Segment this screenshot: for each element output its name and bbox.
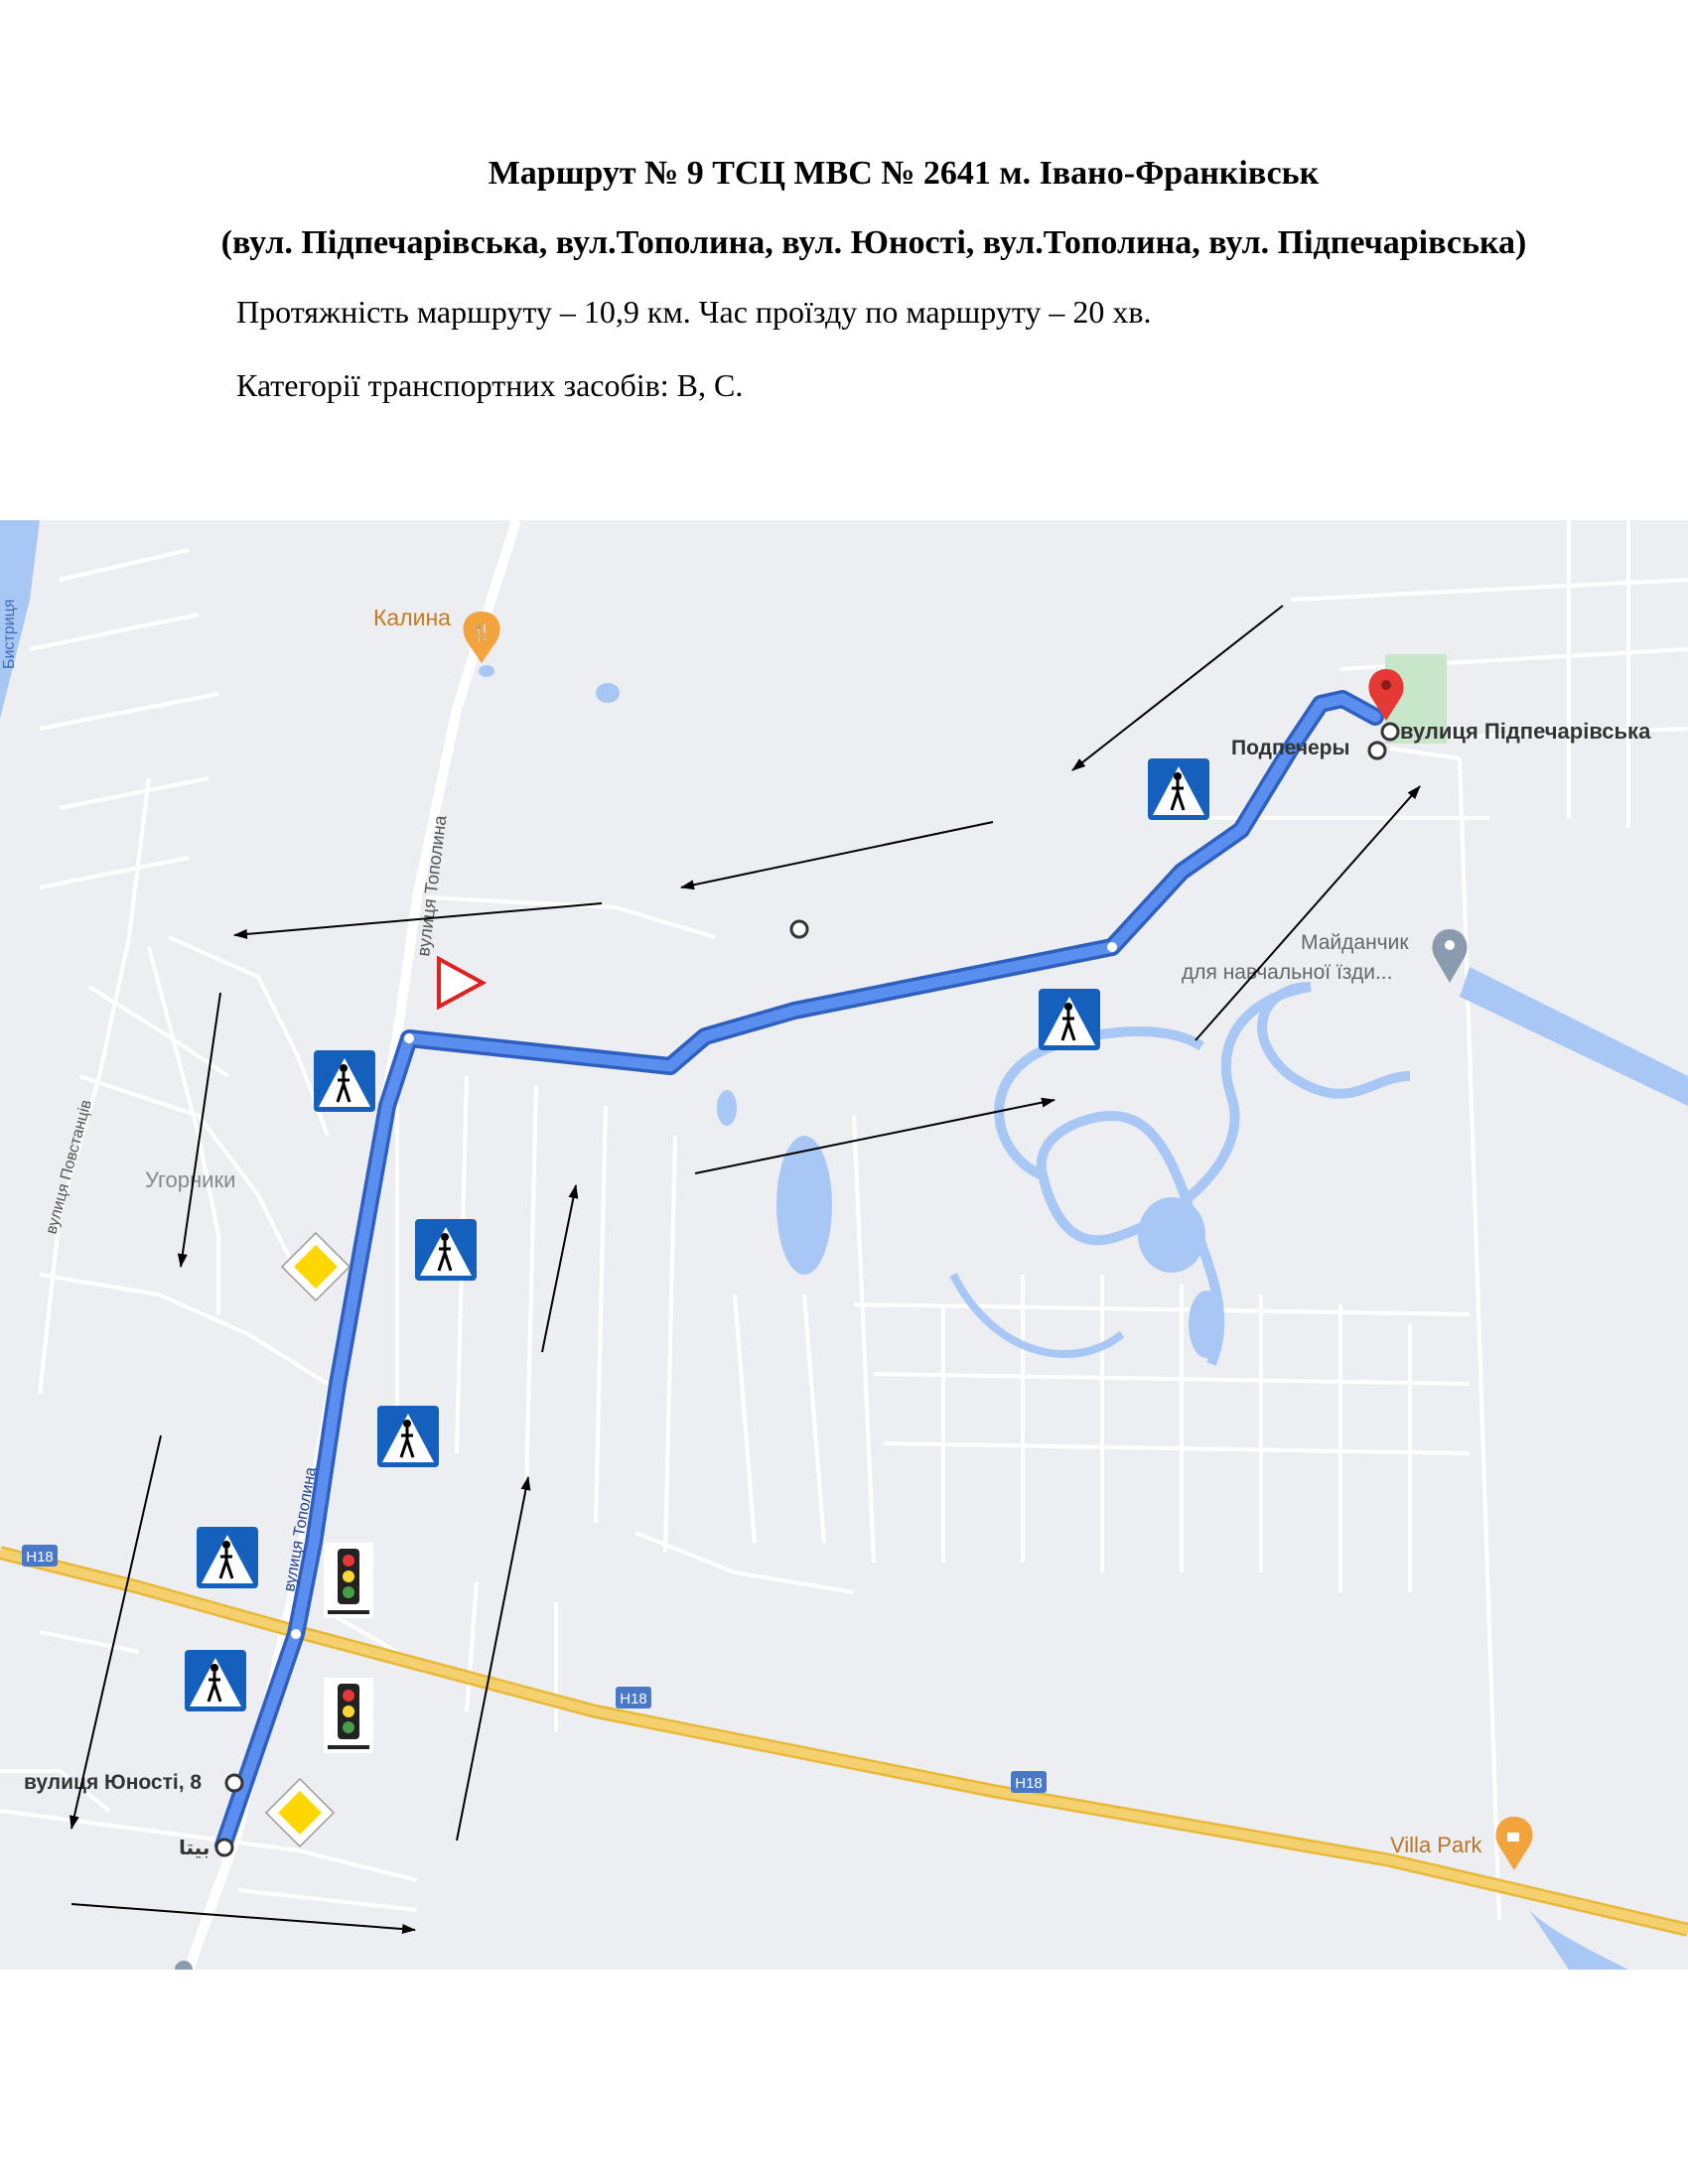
pedestrian-crossing-sign-icon (185, 1650, 246, 1711)
pedestrian-crossing-sign-icon (1148, 758, 1209, 820)
pidpechery-marker (1369, 743, 1385, 758)
direction-arrow-icon (457, 1477, 528, 1841)
route-map-canvas (0, 520, 1688, 1970)
maidanchyk-label-2: для навчальної їзди... (1182, 961, 1393, 984)
route-map (0, 520, 1688, 1970)
pidpecharivska-street-label: вулиця Підпечарівська (1400, 719, 1651, 744)
maidanchyk-label: Майданчик (1301, 931, 1409, 954)
direction-arrow-icon (681, 822, 993, 887)
yunosti-8-marker (226, 1775, 242, 1791)
direction-arrow-icon (71, 1435, 161, 1829)
start-marker (216, 1840, 232, 1855)
river-label: Бистриця (1, 599, 18, 669)
svg-text:🍴: 🍴 (472, 624, 492, 641)
yield-sign-icon (439, 959, 483, 1007)
uhornyky-label: Угорники (145, 1167, 236, 1192)
pidpecharivska-marker (1382, 724, 1398, 740)
route-length-info: Протяжність маршруту – 10,9 км. Час проїзду по маршруту – 20 хв. (236, 294, 1152, 330)
kalyna-label: Калина (373, 605, 451, 630)
traffic-light-sign-icon (324, 1678, 373, 1753)
topolyna-street-label: вулиця Тополина (413, 814, 451, 958)
highway-shields (22, 1545, 1047, 1793)
villa-park-label: Villa Park (1390, 1833, 1482, 1857)
priority-road-sign-icon (266, 1779, 334, 1846)
direction-arrow-icon (542, 1185, 576, 1352)
highway-shield-label: H18 (620, 1691, 647, 1707)
direction-arrow-icon (181, 993, 220, 1267)
povstantsia-street-label: вулиця Повстанців (43, 1098, 95, 1237)
arabic-place-label: بيتا (179, 1838, 211, 1859)
traffic-light-sign-icon (324, 1543, 373, 1618)
pedestrian-crossing-sign-icon (314, 1050, 375, 1112)
location-pin-icon (1432, 929, 1467, 983)
direction-arrow-icon (71, 1904, 415, 1930)
cafe-pin-icon (1495, 1817, 1532, 1870)
priority-road-sign-icon (282, 1233, 350, 1300)
document-title: Маршрут № 9 ТСЦ МВС № 2641 м. Івано-Франківськ (488, 155, 1320, 192)
pedestrian-crossing-sign-icon (1039, 989, 1100, 1050)
pedestrian-crossing-sign-icon (377, 1406, 439, 1467)
pedestrian-crossing-sign-icon (415, 1219, 477, 1281)
waypoint-marker (791, 921, 807, 937)
document-subtitle: (вул. Підпечарівська, вул.Тополина, вул. Юності, вул.Тополина, вул. Підпечарівська) (220, 224, 1527, 261)
highway-shield-label: H18 (26, 1549, 54, 1566)
yunosti-8-label: вулиця Юності, 8 (24, 1771, 203, 1794)
direction-arrow-icon (1196, 786, 1420, 1040)
topolyna-street-label-south: вулиця Тополина (281, 1465, 320, 1593)
direction-arrows (71, 606, 1420, 1930)
highway-shield-label: H18 (1015, 1775, 1043, 1792)
pedestrian-crossing-sign-icon (197, 1527, 258, 1588)
vehicle-categories-info: Категорії транспортних засобів: B, C. (236, 367, 744, 403)
pidpechery-label: Подпечеры (1231, 737, 1350, 759)
